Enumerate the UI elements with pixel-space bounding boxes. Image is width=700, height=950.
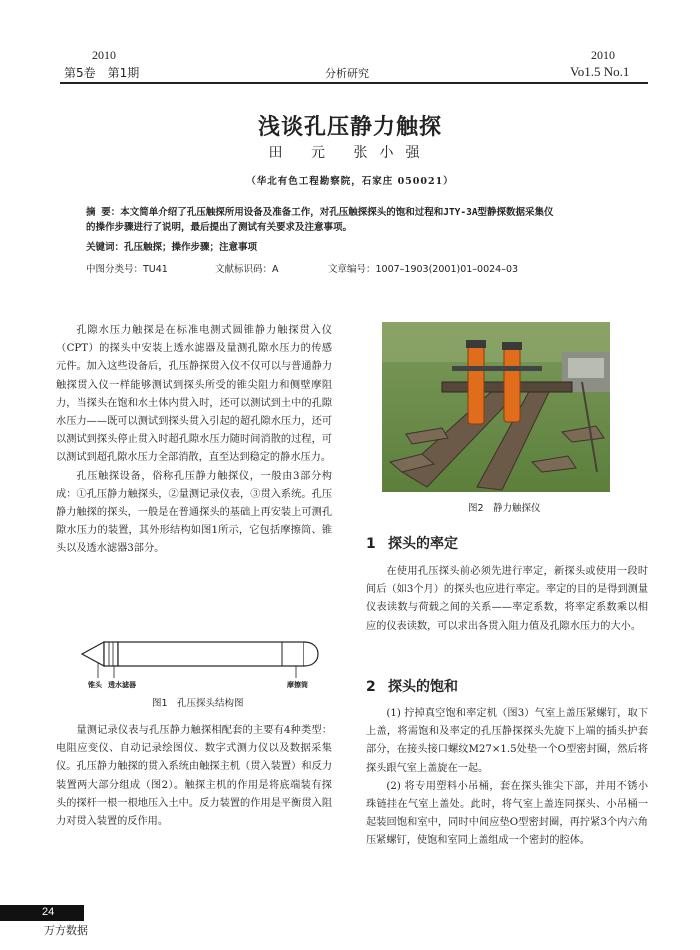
paragraph: (2) 将专用塑料小吊桶，套在探头锥尖下部，并用不锈小珠链挂在气室上盖处。此时，将气室上盖连同探头、小吊桶一起装回饱和室中，同时中间应垫O型密封圈，再拧紧3个内六角压紧螺钉，使饱和室同上盖组成一个密封的腔体。 xyxy=(366,780,649,847)
abstract-label: 摘 要： xyxy=(86,207,121,218)
paragraph: 量测记录仪表与孔压静力触探相配套的主要有4种类型：电阻应变仪、自动记录绘图仪、数字式测力仪以及数据采集仪。孔压静力触探的贯入系统由触探主机（贯入装置）和反力装置两大部分组成（图2）。触探主机的作用是将底端装有探头的探杆一根一根地压入土中。反力装置的作用是平衡贯入阻力对贯入装置的反作用。 xyxy=(56,725,333,828)
section1-title: 探头的率定 xyxy=(388,536,458,552)
paragraph: 孔压触探设备，俗称孔压静力触探仪，一般由3部分构成：①孔压静力触探头，②量测记录仪表，③贯入系统。孔压静力触探的探头，一般是在普通探头的基础上再安装上可测孔隙水压力的装置，其外形结构如图1所示，它包括摩擦筒、锥头以及透水滤器3部分。 xyxy=(56,470,333,555)
left-column-bottom xyxy=(56,722,332,831)
probe-sleeve xyxy=(118,642,304,666)
header-volume-left: 第5卷 第1期 xyxy=(64,66,140,80)
section1-body xyxy=(366,563,648,636)
paragraph: 在使用孔压探头前必须先进行率定，新探头或使用一段时间后（如3个月）的探头也应进行率定。率定的目的是得到测量仪表读数与荷载之间的关系——率定系数，将率定系数乘以相应的仪表读数，可以求出各贯入阻力值及孔隙水压力的大小。 xyxy=(366,566,649,632)
keywords: 关键词：孔压触探；操作步骤；注意事项 xyxy=(86,242,258,253)
figure1-label-filter: 透水滤器 xyxy=(108,681,136,689)
article-affiliation: （华北有色工程勘察院，石家庄 050021） xyxy=(246,176,454,187)
probe-filter xyxy=(104,642,118,666)
figure2-caption: 图2 静力触探仪 xyxy=(468,503,541,514)
section2-number: 2 xyxy=(366,679,376,695)
header-section: 分析研究 xyxy=(325,67,369,80)
abstract-line: 的操作步骤进行了说明，最后提出了测试有关要求及注意事项。 xyxy=(86,222,353,233)
header-volume-right: Vo1.5 No.1 xyxy=(570,64,630,79)
article-title: 浅谈孔压静力触探 xyxy=(257,115,442,140)
article-authors: 田 元 张小强 xyxy=(268,145,432,161)
figure2-photo xyxy=(382,322,610,492)
section2-body xyxy=(366,705,648,851)
section1-heading xyxy=(366,533,458,553)
header-rule xyxy=(60,82,648,84)
figure1-caption: 图1 孔压探头结构图 xyxy=(152,698,244,709)
probe-cone xyxy=(82,642,104,666)
section2-heading xyxy=(366,676,458,696)
paragraph: 孔隙水压力触探是在标准电测式圆锥静力触探贯入仪（CPT）的探头中安装上透水滤器及量测孔隙水压力的传感元件。加入这些设备后，孔压静探贯入仪不仅可以与普通静力触探贯入仪一样能够测试到探头所受的锥尖阻力和侧壁摩阻力，当探头在饱和水土体内贯入时，还可以测试到土中的孔隙水压力——既可以测试到探头贯入引起的超孔隙水压力，还可以测试到探头停止贯入时超孔隙水压力随时间消散的过程，可以测试到超孔隙水压力全部消散，直至达到稳定的静水压力。 xyxy=(56,325,333,464)
hydraulic-cylinder xyxy=(504,348,520,422)
section1-number: 1 xyxy=(366,536,376,552)
footer-brand: 万方数据 xyxy=(44,924,88,937)
paragraph: (1) 拧掉真空饱和率定机（图3）气室上盖压紧螺钉，取下上盖，将需饱和及率定的孔压静探探头先旋下上端的插头护套部分，在接头接口螺纹M27×1.5处垫一个O型密封圈，然后将探头跟气室上盖旋在一起。 xyxy=(366,708,649,774)
document-code: 文献标识码：A xyxy=(215,264,279,275)
page-number: 24 xyxy=(42,906,55,918)
abstract-line: 本文简单介绍了孔压触探所用设备及准备工作，对孔压触探探头的饱和过程和JTY-3A型静探数据采集仪 xyxy=(120,207,554,218)
section2-title: 探头的饱和 xyxy=(388,679,458,695)
header-year-left: 2010 xyxy=(92,48,116,62)
left-column-top xyxy=(56,322,332,559)
header-year-right: 2010 xyxy=(591,48,615,62)
abstract xyxy=(86,205,646,235)
hydraulic-cylinder xyxy=(468,346,484,424)
clc-number: 中图分类号：TU41 xyxy=(86,264,168,275)
article-number: 文章编号：1007–1903(2001)01–0024–03 xyxy=(328,264,519,275)
figure1-label-sleeve: 摩擦筒 xyxy=(287,681,308,689)
figure1-label-cone: 锥头 xyxy=(88,681,102,689)
